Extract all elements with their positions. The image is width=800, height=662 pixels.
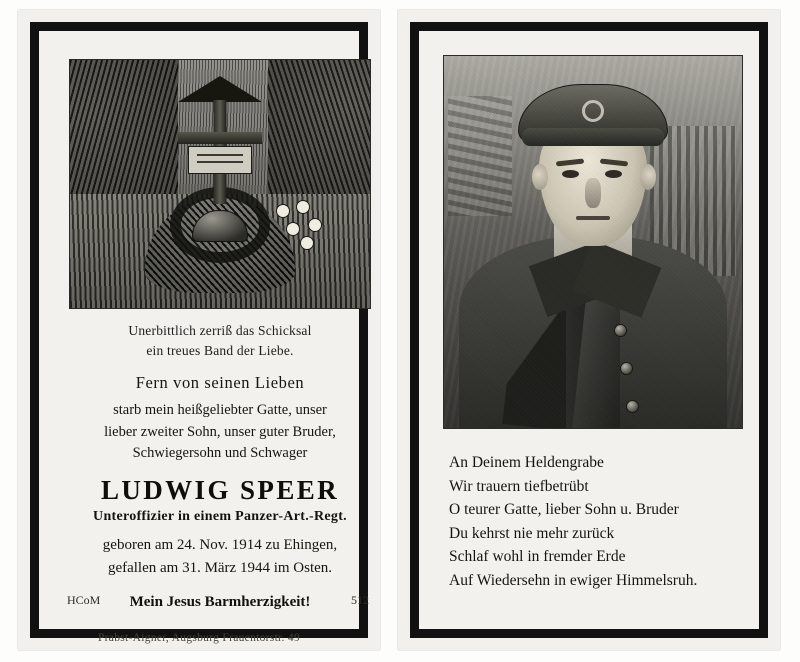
left-card-content: [65, 59, 375, 611]
memorial-card-left: [18, 10, 380, 650]
memorial-card-right: [398, 10, 780, 650]
printer-imprint: Prabst-Aigner, Augsburg Frauentorstr. 49: [97, 632, 301, 644]
opening-verse: [65, 321, 375, 360]
cross-roof: [178, 76, 262, 102]
memorial-poem: [443, 451, 735, 592]
uniform-button: [620, 362, 633, 375]
photo-background-structure-left: [448, 96, 512, 216]
death-line: gefallen am 31. März 1944 im Osten.: [107, 559, 333, 576]
flowers-icon: [270, 200, 326, 258]
military-rank-and-unit: Unteroffizier in einem Panzer-Art.-Regt.: [93, 509, 347, 525]
relationship-line: starb mein heißgeliebter Gatte, unser: [113, 402, 327, 419]
opening-verse-line: ein treues Band der Liebe.: [146, 342, 294, 358]
eye-right: [605, 170, 622, 178]
cross-name-plaque: [188, 146, 252, 174]
soldier-portrait-photo: [443, 55, 743, 429]
uniform-button: [626, 400, 639, 413]
grave-illustration: [69, 59, 371, 309]
right-card-border: [410, 22, 768, 638]
relationship-text: [65, 400, 375, 464]
headline: Fern von seinen Lieben: [135, 373, 305, 393]
card-number: 512: [351, 593, 369, 607]
poem-line: Auf Wiedersehn in ewiger Himmelsruh.: [449, 571, 698, 589]
relationship-line: lieber zweiter Sohn, unser guter Bruder,: [104, 423, 336, 440]
deceased-name: LUDWIG SPEER: [100, 475, 340, 506]
uniform-button: [614, 324, 627, 337]
cap-cockade-icon: [582, 100, 604, 122]
left-card-border: [30, 22, 368, 638]
right-card-content: [443, 55, 735, 613]
poem-line: Schlaf wohl in fremder Erde: [449, 548, 626, 566]
ear-left: [532, 164, 548, 190]
closing-prayer: Mein Jesus Barmherzigkeit!: [129, 594, 311, 611]
relationship-line: Schwiegersohn und Schwager: [132, 445, 308, 462]
opening-verse-line: Unerbittlich zerriß das Schicksal: [128, 323, 312, 338]
eye-left: [562, 170, 579, 178]
cross-horizontal-bar: [178, 132, 262, 144]
ear-right: [640, 164, 656, 190]
nose: [585, 178, 601, 208]
poem-line: O teurer Gatte, lieber Sohn u. Bruder: [449, 501, 679, 519]
artist-mark: HCoM: [67, 593, 101, 607]
birth-line: geboren am 24. Nov. 1914 zu Ehingen,: [102, 537, 338, 554]
poem-line: Wir trauern tiefbetrübt: [449, 477, 589, 495]
birth-and-death-dates: [65, 534, 375, 579]
poem-line: An Deinem Heldengrabe: [449, 454, 604, 471]
card-footer-marks: [65, 593, 375, 609]
field-cap-band: [522, 128, 664, 146]
poem-line: Du kehrst nie mehr zurück: [449, 524, 615, 542]
wooden-cross-icon: [164, 76, 276, 208]
mouth: [576, 216, 610, 220]
